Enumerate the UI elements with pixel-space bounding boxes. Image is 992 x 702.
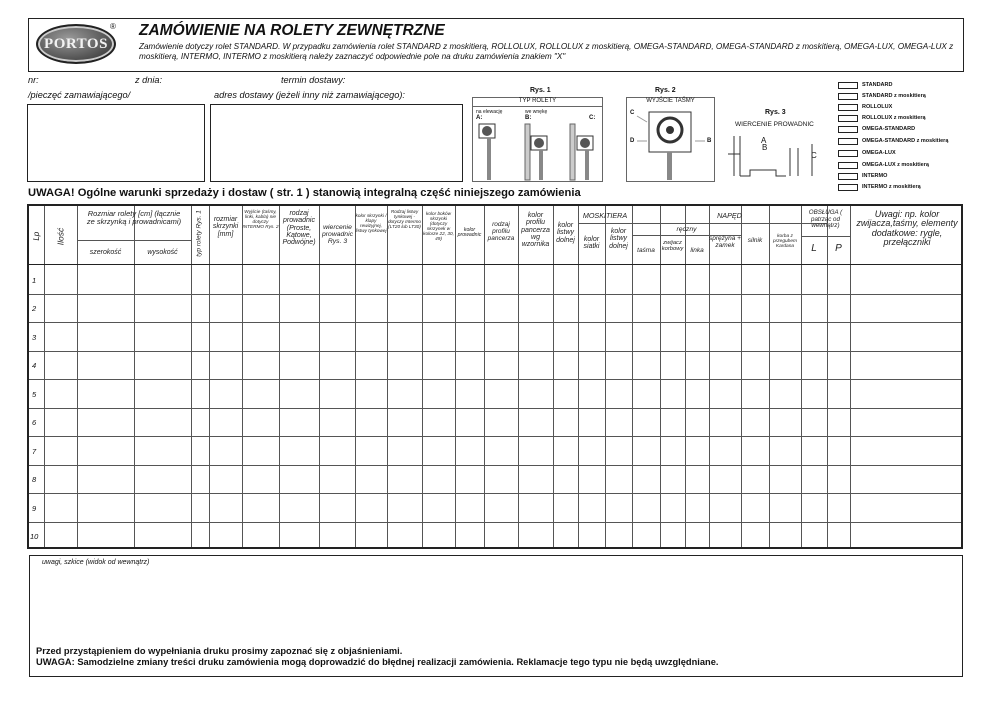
address-field[interactable]: [210, 104, 463, 182]
row-number: 8: [32, 475, 37, 484]
col-rozmiar-skrzynki: rozmiar skrzynki [mm]: [212, 216, 239, 238]
rys2-b-label: B: [707, 138, 712, 144]
rys1-a-desc: na elewację: [476, 109, 503, 115]
col-kolor-siatki: kolor siatki: [583, 236, 600, 251]
rys2-title: Rys. 2: [655, 87, 676, 94]
check-standard[interactable]: [838, 82, 858, 89]
order-table: [27, 204, 963, 549]
rys3-subtitle: WIERCENIE PROWADNIC: [735, 121, 814, 128]
rys1-b-desc: we wnękę: [525, 109, 548, 115]
rys2-c-label: C: [630, 110, 635, 116]
rys1-title: Rys. 1: [530, 87, 551, 94]
rys1-c-label: C:: [589, 115, 596, 121]
rys3-b-label: B: [762, 143, 768, 152]
notes-label: uwagi, szkice (widok od wewnątrz): [42, 559, 150, 566]
rys1-b-label: B:: [525, 115, 532, 121]
rys3-title: Rys. 3: [765, 109, 786, 116]
row-number: 1: [32, 276, 37, 285]
col-moskitiera: MOSKITIERA: [582, 211, 628, 220]
col-wyjscie: Wyjście (taśmy, linki, kabla) nie dotyczy INTERMO Rys. 2: [242, 209, 279, 229]
row-number: 9: [32, 504, 37, 513]
check-label-omega-standard-moskitiera: OMEGA-STANDARD z moskitierą: [862, 138, 949, 144]
col-silnik: silnik: [747, 237, 763, 244]
row-number: 10: [30, 532, 39, 541]
col-rodzaj-profilu: rodzaj profilu pancerza: [487, 221, 515, 242]
check-omega-standard[interactable]: [838, 126, 858, 133]
terms-warning: UWAGA! Ogólne warunki sprzedaży i dostaw ( str. 1 ) stanowią integralną część niniejszego zamówienia: [28, 187, 581, 199]
row-number: 5: [32, 390, 37, 399]
check-omega-lux[interactable]: [838, 150, 858, 157]
rys2-drawing: [627, 108, 716, 182]
rys2-d-label: D: [630, 138, 635, 144]
rys2-subtitle: WYJŚCIE TAŚMY: [646, 98, 695, 104]
col-rozmiar: Rozmiar rolety [cm] (łącznie ze skrzynką i prowadnicami): [86, 209, 182, 226]
check-label-omega-lux: OMEGA-LUX: [862, 150, 896, 156]
check-label-standard: STANDARD: [862, 82, 893, 88]
col-rodzaj-listwy: Rodzaj listwy tynkowej - dotyczy Intermo (LT20 lub LT30): [387, 209, 422, 229]
check-omega-lux-moskitiera[interactable]: [838, 162, 858, 169]
row-number: 2: [32, 304, 37, 313]
check-rollolux[interactable]: [838, 104, 858, 111]
page-title: ZAMÓWIENIE NA ROLETY ZEWNĘTRZNE: [139, 22, 445, 39]
stamp-label: /pieczęć zamawiającego/: [28, 90, 131, 100]
row-number: 3: [32, 333, 37, 342]
footer-warning: UWAGA: Samodzielne zmiany treści druku zamówienia mogą doprowadzić do błędnej realizacji zamówienia. Reklamacje tego typu nie będą uwzględniane.: [36, 657, 719, 667]
col-kolor-profilu: kolor profilu pancerza wg wzornika: [521, 212, 550, 249]
footer-instruction: Przed przystąpieniem do wypełniania druku prosimy zapoznać się z objaśnieniami.: [36, 646, 403, 656]
col-wiercenie: wiercenie prowadnic Rys. 3: [322, 224, 353, 246]
check-standard-moskitiera[interactable]: [838, 93, 858, 100]
date-label: z dnia:: [135, 75, 163, 85]
col-kolor-listwy: kolor listwy dolnej: [556, 222, 575, 244]
rys3-c-label: C: [811, 151, 817, 160]
row-number: 6: [32, 418, 37, 427]
rys1-drawing: [473, 122, 604, 182]
portos-logo: [36, 24, 116, 64]
rys1-subtitle: TYP ROLETY: [473, 98, 602, 107]
check-omega-standard-moskitiera[interactable]: [838, 138, 858, 145]
rys2-figure: [626, 97, 715, 182]
col-naped: NAPĘD: [717, 211, 742, 220]
rys1-figure: [472, 97, 603, 182]
rys3-drawing: [720, 130, 830, 182]
col-reczny: ręczny: [676, 226, 697, 233]
col-lp: Lp: [31, 231, 41, 241]
check-label-standard-moskitiera: STANDARD z moskitierą: [862, 93, 926, 99]
col-szerokosc: szerokość: [89, 249, 122, 256]
nr-label: nr:: [28, 75, 39, 85]
col-kolor-skrzynki: kolor skrzynki / klapy rewizyjnej, listwy tynkowej: [355, 213, 387, 233]
check-intermo-moskitiera[interactable]: [838, 184, 858, 191]
check-label-intermo: INTERMO: [862, 173, 888, 179]
check-label-intermo-moskitiera: INTERMO z moskitierą: [862, 184, 921, 190]
address-label: adres dostawy (jeżeli inny niż zamawiającego):: [214, 90, 405, 100]
col-sprezyna: sprężyna + zamek: [709, 235, 741, 249]
row-number: 4: [32, 361, 37, 370]
check-label-rollolux: ROLLOLUX: [862, 104, 893, 110]
registered-mark: ®: [110, 22, 116, 31]
rys3-a-label: A: [761, 136, 767, 145]
col-korba: korba z przegubem Kardana: [773, 234, 797, 250]
col-linka: linka: [690, 247, 704, 254]
check-label-omega-lux-moskitiera: OMEGA-LUX z moskitierą: [862, 162, 929, 168]
col-typ: typ rolety Rys. 1: [195, 210, 203, 257]
check-intermo[interactable]: [838, 173, 858, 180]
rys1-a-label: A:: [476, 115, 483, 121]
col-wysokosc: wysokość: [147, 249, 178, 256]
col-ilosc: Ilość: [55, 227, 66, 246]
col-l: L: [811, 243, 817, 254]
col-rodzaj-prowadnic: rodzaj prowadnic (Proste, Kątowe, Podwójne): [282, 210, 316, 247]
check-rollolux-moskitiera[interactable]: [838, 115, 858, 122]
col-kolor-prowadnic: kolor prowadnic: [457, 227, 482, 239]
col-zwijacz: zwijacz korbowy: [661, 240, 684, 253]
page-subtitle: Zamówienie dotyczy rolet STANDARD. W przypadku zamówienia rolet STANDARD z moskitierą, ROLLOLUX, ROLLOLUX z moskitierą, OMEGA-STANDARD, OMEGA-STANDARD z moskitierą, OMEGA-LUX, OMEGA-LUX z moskitierą, INTERMO, INTERMO z moskitierą należy zaznaczyć odpowiednie pole na druku zamówienia znakiem "X": [139, 42, 954, 61]
col-uwagi: Uwagi: np. kolor zwijacza,taśmy, elementy dodatkowe: rygle, przełączniki: [856, 209, 958, 248]
check-label-rollolux-moskitiera: ROLLOLUX z moskitierą: [862, 115, 926, 121]
col-tasma: taśma: [637, 247, 655, 254]
col-obsluga: OBSŁUGA ( patrząc od wewnątrz): [808, 209, 843, 229]
col-kolor-bokow: kolor boków skrzynki (dotyczy skrzynek w kolorze 22, 30, 49): [423, 211, 454, 241]
delivery-term-label: termin dostawy:: [281, 75, 346, 85]
row-number: 7: [32, 447, 37, 456]
stamp-field[interactable]: [27, 104, 205, 182]
col-p: P: [835, 243, 842, 254]
check-label-omega-standard: OMEGA-STANDARD: [862, 126, 916, 132]
logo-text: PORTOS: [44, 36, 108, 52]
col-kolor-listwy-dolnej: kolor listwy dolnej: [609, 228, 628, 250]
